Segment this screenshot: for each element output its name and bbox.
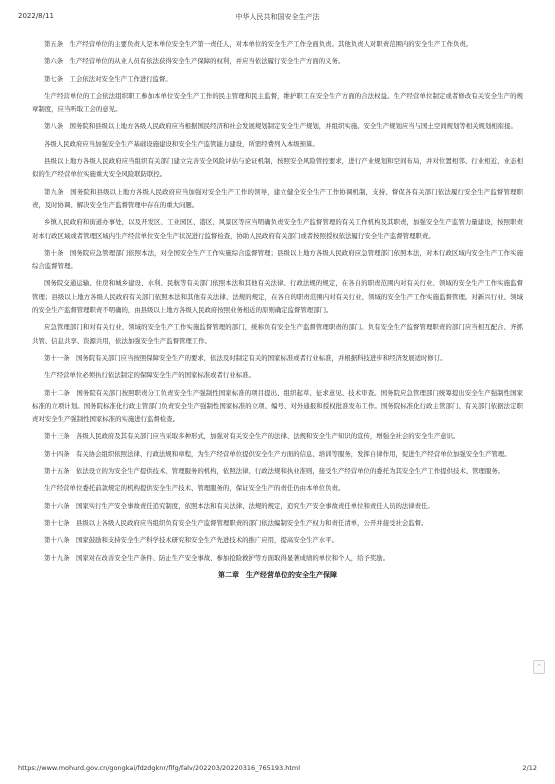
arrow-up-icon: ⌃ [536, 663, 542, 671]
document-body [32, 38, 523, 754]
article-paragraph: 第十八条 国家鼓励和支持安全生产科学技术研究和安全生产先进技术的推广应用，提高安全生产水平。 [44, 536, 338, 545]
article-paragraph: 生产经营单位必须执行依法制定的保障安全生产的国家标准或者行业标准。 [44, 371, 255, 380]
article-paragraph: 第十七条 县级以上各级人民政府应当组织负有安全生产监督管理职责的部门依法编制安全生产权力和责任清单，公开并接受社会监督。 [44, 518, 428, 527]
article-paragraph: 第十条 国务院应急管理部门依照本法，对全国安全生产工作实施综合监督管理；县级以上地方各级人民政府应急管理部门依照本法，对本行政区域内安全生产工作实施综合监督管理。 [32, 248, 523, 271]
article-paragraph: 第十五条 依法设立的为安全生产提供技术、管理服务的机构，依照法律、行政法规和执业准则，接受生产经营单位的委托为其安全生产工作提供技术、管理服务。 [44, 467, 505, 476]
article-paragraph: 第十九条 国家对在改善安全生产条件、防止生产安全事故、参加抢险救护等方面取得显著成绩的单位和个人，给予奖励。 [44, 553, 390, 562]
scroll-to-top-button[interactable] [533, 660, 545, 674]
article-paragraph: 第七条 工会依法对安全生产工作进行监督。 [44, 74, 172, 83]
article-paragraph: 第九条 国务院和县级以上地方各级人民政府应当加强对安全生产工作的领导，建立健全安全生产工作协调机制，支持、督促各有关部门依法履行安全生产监督管理职责，及时协调、解决安全生产监督管理中存在的重大问题。 [32, 187, 523, 209]
article-paragraph: 第五条 生产经营单位的主要负责人是本单位安全生产第一责任人，对本单位的安全生产工作全面负责。其他负责人对职责范围内的安全生产工作负责。 [44, 40, 473, 48]
page-footer [18, 764, 537, 774]
article-paragraph: 第十三条 各级人民政府及其有关部门应当采取多种形式，加强对有关安全生产的法律、法规和安全生产知识的宣传，增强全社会的安全生产意识。 [44, 432, 460, 441]
article-paragraph: 国务院交通运输、住房和城乡建设、水利、民航等有关部门依照本法和其他有关法律、行政法规的规定，在各自的职责范围内对有关行业、领域的安全生产工作实施监督管理；县级以上地方各级人民政府有关部门依照本法和其他有关法律、法规的规定，在各自的职责范围内对有关行业、领域的安全生产工作实施监督管理。对新兴行业、领域的安全生产监督管理职责不明确的，由县级以上地方各级人民政府按照业务相近的原则确定监督管理部门。 [32, 279, 523, 315]
article-paragraph: 第十六条 国家实行生产安全事故责任追究制度，依照本法和有关法律、法规的规定，追究生产安全事故责任单位和责任人员的法律责任。 [44, 501, 434, 510]
page-header [18, 12, 537, 22]
article-paragraph: 各级人民政府应当加强安全生产基础设施建设和安全生产监管能力建设，所需经费列入本级预算。 [44, 139, 319, 148]
print-date: 2022/8/11 [18, 12, 54, 20]
article-paragraph: 第十二条 国务院有关部门按照职责分工负责安全生产强制性国家标准的项目提出、组织起草、征求意见、技术审查。国务院应急管理部门统筹提出安全生产强制性国家标准的立项计划。国务院标准化行政主管部门负责安全生产强制性国家标准的立项、编号、对外通报和授权批准发布工作。国务院标准化行政主管部门、有关部门依据法定职责对安全生产强制性国家标准的实施进行监督检查。 [32, 388, 523, 424]
source-url[interactable]: https://www.mohurd.gov.cn/gongkai/fdzdgknr/flfg/falv/202203/20220316_765193.html [18, 764, 301, 772]
article-paragraph: 第十一条 国务院有关部门应当按照保障安全生产的要求，依法及时制定有关的国家标准或者行业标准，并根据科技进步和经济发展适时修订。 [44, 353, 447, 362]
article-paragraph: 第八条 国务院和县级以上地方各级人民政府应当根据国民经济和社会发展规划制定安全生产规划，并组织实施。安全生产规划应当与国土空间规划等相关规划相衔接。 [44, 122, 517, 131]
article-paragraph: 县级以上地方各级人民政府应当组织有关部门建立完善安全风险评估与论证机制，按照安全风险管控要求，进行产业规划和空间布局，并对位置相邻、行业相近、业态相似的生产经营单位实施重大安全风险联防联控。 [32, 157, 523, 179]
article-paragraph: 第十四条 有关协会组织依照法律、行政法规和章程，为生产经营单位提供安全生产方面的信息、培训等服务，发挥自律作用，促进生产经营单位加强安全生产管理。 [44, 449, 511, 458]
article-paragraph: 生产经营单位委托前款规定的机构提供安全生产技术、管理服务的，保证安全生产的责任仍由本单位负责。 [44, 484, 345, 493]
article-paragraph: 生产经营单位的工会依法组织职工参加本单位安全生产工作的民主管理和民主监督，维护职工在安全生产方面的合法权益。生产经营单位制定或者修改有关安全生产的规章制度，应当听取工会的意见。 [32, 91, 523, 114]
page-number: 2/12 [522, 764, 537, 772]
article-paragraph: 乡镇人民政府和街道办事处，以及开发区、工业园区、港区、风景区等应当明确负责安全生产监督管理的有关工作机构及其职责，加强安全生产监管力量建设，按照职责对本行政区域或者管理区域内生产经营单位安全生产状况进行监督检查，协助人民政府有关部门或者按照授权依法履行安全生产监督管理职责。 [32, 218, 523, 240]
article-paragraph: 应急管理部门和对有关行业、领域的安全生产工作实施监督管理的部门，统称负有安全生产监督管理职责的部门。负有安全生产监督管理职责的部门应当相互配合、齐抓共管、信息共享、资源共用，依法加强安全生产监督管理工作。 [32, 323, 523, 345]
chapter-heading: 第二章 生产经营单位的安全生产保障 [218, 570, 337, 579]
page-title: 中华人民共和国安全生产法 [235, 13, 320, 21]
article-paragraph: 第六条 生产经营单位的从业人员有依法获得安全生产保障的权利，并应当依法履行安全生产方面的义务。 [44, 57, 345, 66]
